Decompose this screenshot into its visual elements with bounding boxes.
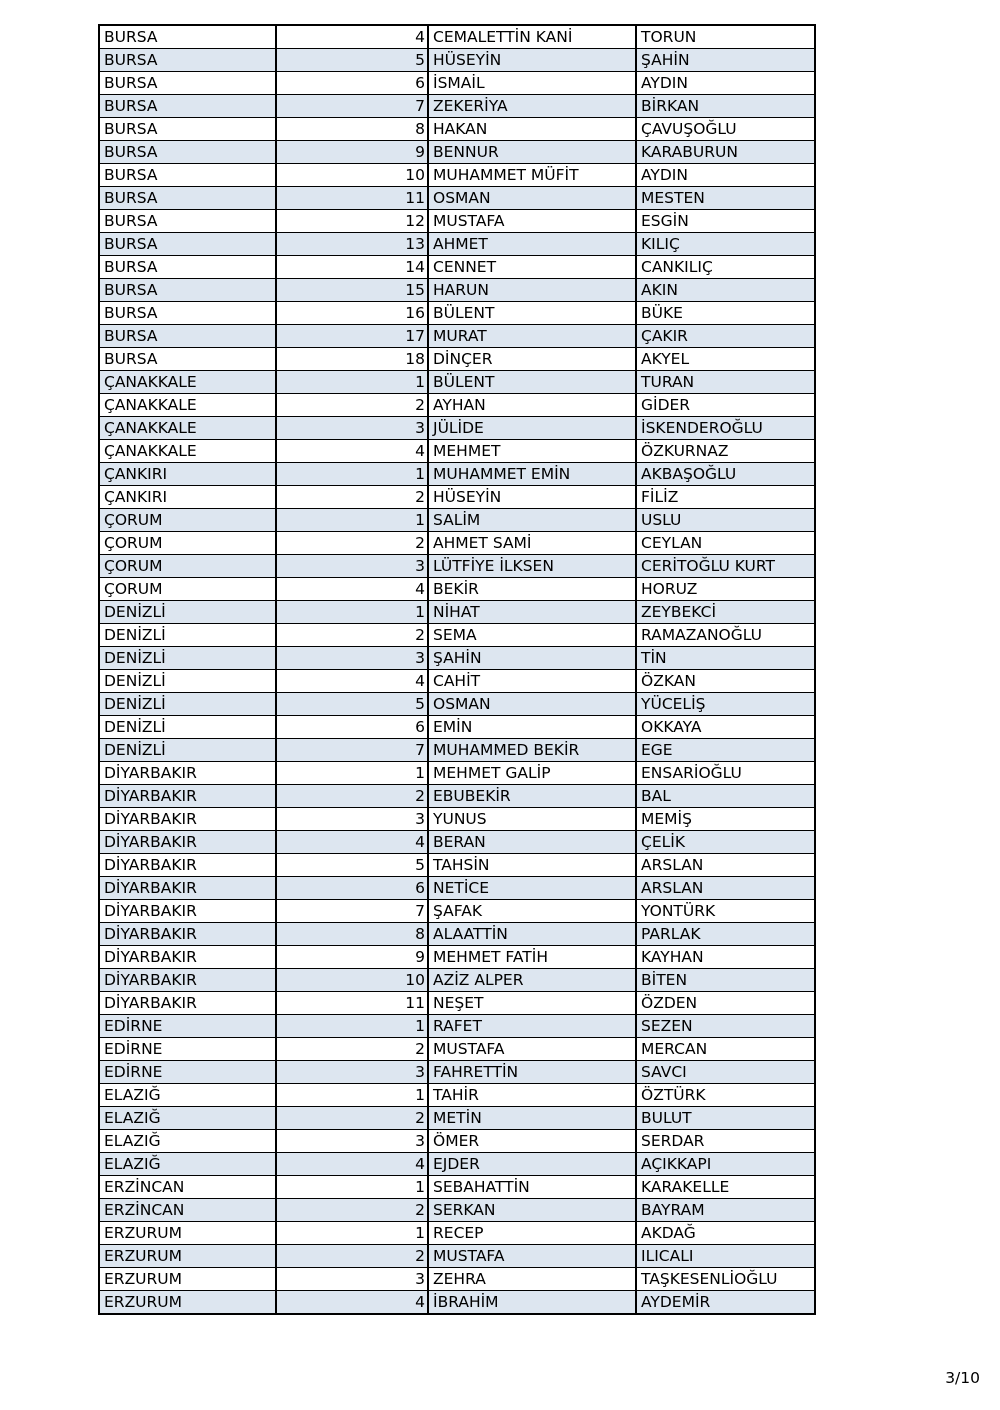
rank-cell: 5 (276, 693, 428, 716)
last-name-cell: MEMİŞ (636, 808, 815, 831)
province-cell: DİYARBAKIR (99, 808, 276, 831)
province-cell: DENİZLİ (99, 716, 276, 739)
first-name-cell: MEHMET (428, 440, 636, 463)
province-cell: DİYARBAKIR (99, 946, 276, 969)
rank-cell: 18 (276, 348, 428, 371)
table-row (99, 1084, 815, 1107)
rank-cell: 4 (276, 831, 428, 854)
rank-cell: 3 (276, 1268, 428, 1291)
table-row (99, 1130, 815, 1153)
rank-cell: 9 (276, 946, 428, 969)
province-cell: EDİRNE (99, 1015, 276, 1038)
rank-cell: 7 (276, 95, 428, 118)
rank-cell: 1 (276, 601, 428, 624)
last-name-cell: ÖZTÜRK (636, 1084, 815, 1107)
province-cell: ELAZIĞ (99, 1084, 276, 1107)
province-cell: DİYARBAKIR (99, 785, 276, 808)
rank-cell: 10 (276, 164, 428, 187)
rank-cell: 4 (276, 578, 428, 601)
last-name-cell: ÖZDEN (636, 992, 815, 1015)
province-cell: ÇANAKKALE (99, 371, 276, 394)
first-name-cell: BENNUR (428, 141, 636, 164)
first-name-cell: MURAT (428, 325, 636, 348)
first-name-cell: SERKAN (428, 1199, 636, 1222)
province-cell: BURSA (99, 233, 276, 256)
last-name-cell: İSKENDEROĞLU (636, 417, 815, 440)
first-name-cell: AYHAN (428, 394, 636, 417)
last-name-cell: ARSLAN (636, 854, 815, 877)
province-cell: EDİRNE (99, 1061, 276, 1084)
first-name-cell: JÜLİDE (428, 417, 636, 440)
table-row (99, 348, 815, 371)
province-cell: ÇORUM (99, 555, 276, 578)
table-row (99, 1268, 815, 1291)
table-row (99, 555, 815, 578)
last-name-cell: GİDER (636, 394, 815, 417)
first-name-cell: OSMAN (428, 693, 636, 716)
province-cell: BURSA (99, 348, 276, 371)
table-row (99, 394, 815, 417)
table-row (99, 325, 815, 348)
table-row (99, 463, 815, 486)
last-name-cell: MERCAN (636, 1038, 815, 1061)
table-row (99, 1222, 815, 1245)
table-row (99, 256, 815, 279)
last-name-cell: ESGİN (636, 210, 815, 233)
table-row (99, 1015, 815, 1038)
rank-cell: 9 (276, 141, 428, 164)
first-name-cell: ALAATTİN (428, 923, 636, 946)
last-name-cell: ÖZKURNAZ (636, 440, 815, 463)
first-name-cell: DİNÇER (428, 348, 636, 371)
table-row (99, 969, 815, 992)
last-name-cell: BAYRAM (636, 1199, 815, 1222)
province-cell: BURSA (99, 49, 276, 72)
rank-cell: 7 (276, 900, 428, 923)
first-name-cell: TAHSİN (428, 854, 636, 877)
province-cell: ÇANAKKALE (99, 440, 276, 463)
page-number: 3/10 (945, 1369, 980, 1387)
province-cell: BURSA (99, 141, 276, 164)
first-name-cell: NEŞET (428, 992, 636, 1015)
rank-cell: 1 (276, 463, 428, 486)
last-name-cell: CEYLAN (636, 532, 815, 555)
first-name-cell: NETİCE (428, 877, 636, 900)
first-name-cell: BEKİR (428, 578, 636, 601)
first-name-cell: İSMAİL (428, 72, 636, 95)
rank-cell: 3 (276, 1130, 428, 1153)
province-cell: BURSA (99, 325, 276, 348)
first-name-cell: OSMAN (428, 187, 636, 210)
province-cell: ÇORUM (99, 578, 276, 601)
rank-cell: 2 (276, 532, 428, 555)
first-name-cell: MUHAMMET MÜFİT (428, 164, 636, 187)
first-name-cell: SEMA (428, 624, 636, 647)
table-row (99, 164, 815, 187)
table-row (99, 1153, 815, 1176)
first-name-cell: CENNET (428, 256, 636, 279)
last-name-cell: ÇELİK (636, 831, 815, 854)
first-name-cell: EBUBEKİR (428, 785, 636, 808)
first-name-cell: ÖMER (428, 1130, 636, 1153)
province-cell: ERZİNCAN (99, 1199, 276, 1222)
rank-cell: 1 (276, 1176, 428, 1199)
province-cell: BURSA (99, 25, 276, 49)
rank-cell: 3 (276, 1061, 428, 1084)
table-row (99, 647, 815, 670)
last-name-cell: AÇIKKAPI (636, 1153, 815, 1176)
first-name-cell: SEBAHATTİN (428, 1176, 636, 1199)
last-name-cell: FİLİZ (636, 486, 815, 509)
province-cell: BURSA (99, 164, 276, 187)
candidate-table (98, 24, 816, 1315)
last-name-cell: TURAN (636, 371, 815, 394)
last-name-cell: BULUT (636, 1107, 815, 1130)
province-cell: ELAZIĞ (99, 1107, 276, 1130)
first-name-cell: HAKAN (428, 118, 636, 141)
rank-cell: 13 (276, 233, 428, 256)
rank-cell: 1 (276, 1015, 428, 1038)
first-name-cell: İBRAHİM (428, 1291, 636, 1315)
first-name-cell: BÜLENT (428, 302, 636, 325)
first-name-cell: MUSTAFA (428, 1245, 636, 1268)
last-name-cell: AKBAŞOĞLU (636, 463, 815, 486)
province-cell: ELAZIĞ (99, 1153, 276, 1176)
province-cell: DİYARBAKIR (99, 923, 276, 946)
first-name-cell: MEHMET GALİP (428, 762, 636, 785)
rank-cell: 8 (276, 118, 428, 141)
province-cell: BURSA (99, 256, 276, 279)
last-name-cell: BİRKAN (636, 95, 815, 118)
table-row (99, 302, 815, 325)
first-name-cell: HÜSEYİN (428, 486, 636, 509)
last-name-cell: YÜCELİŞ (636, 693, 815, 716)
table-row (99, 946, 815, 969)
first-name-cell: RECEP (428, 1222, 636, 1245)
rank-cell: 14 (276, 256, 428, 279)
province-cell: BURSA (99, 210, 276, 233)
last-name-cell: PARLAK (636, 923, 815, 946)
province-cell: BURSA (99, 279, 276, 302)
first-name-cell: AZİZ ALPER (428, 969, 636, 992)
province-cell: ERZURUM (99, 1291, 276, 1315)
first-name-cell: BÜLENT (428, 371, 636, 394)
last-name-cell: KAYHAN (636, 946, 815, 969)
rank-cell: 1 (276, 509, 428, 532)
rank-cell: 12 (276, 210, 428, 233)
table-row (99, 900, 815, 923)
table-row (99, 854, 815, 877)
rank-cell: 2 (276, 1199, 428, 1222)
rank-cell: 3 (276, 647, 428, 670)
rank-cell: 4 (276, 1291, 428, 1315)
table-row (99, 992, 815, 1015)
last-name-cell: AKYEL (636, 348, 815, 371)
table-row (99, 578, 815, 601)
table-row (99, 1061, 815, 1084)
table-row (99, 923, 815, 946)
province-cell: ERZURUM (99, 1222, 276, 1245)
last-name-cell: OKKAYA (636, 716, 815, 739)
table-row (99, 1291, 815, 1315)
province-cell: BURSA (99, 95, 276, 118)
table-row (99, 49, 815, 72)
last-name-cell: KARABURUN (636, 141, 815, 164)
rank-cell: 2 (276, 1038, 428, 1061)
rank-cell: 4 (276, 670, 428, 693)
province-cell: DENİZLİ (99, 601, 276, 624)
rank-cell: 3 (276, 417, 428, 440)
table-row (99, 210, 815, 233)
first-name-cell: RAFET (428, 1015, 636, 1038)
last-name-cell: HORUZ (636, 578, 815, 601)
table-row (99, 417, 815, 440)
province-cell: DENİZLİ (99, 693, 276, 716)
province-cell: BURSA (99, 302, 276, 325)
rank-cell: 8 (276, 923, 428, 946)
rank-cell: 3 (276, 808, 428, 831)
table-row (99, 72, 815, 95)
last-name-cell: KILIÇ (636, 233, 815, 256)
province-cell: DENİZLİ (99, 739, 276, 762)
rank-cell: 5 (276, 49, 428, 72)
first-name-cell: ZEKERİYA (428, 95, 636, 118)
rank-cell: 10 (276, 969, 428, 992)
first-name-cell: EMİN (428, 716, 636, 739)
province-cell: BURSA (99, 187, 276, 210)
table-row (99, 1176, 815, 1199)
first-name-cell: CAHİT (428, 670, 636, 693)
table-row (99, 532, 815, 555)
rank-cell: 1 (276, 1222, 428, 1245)
rank-cell: 16 (276, 302, 428, 325)
table-row (99, 95, 815, 118)
table-row (99, 808, 815, 831)
table-row (99, 785, 815, 808)
first-name-cell: CEMALETTİN KANİ (428, 25, 636, 49)
last-name-cell: ZEYBEKCİ (636, 601, 815, 624)
province-cell: EDİRNE (99, 1038, 276, 1061)
first-name-cell: ŞAHİN (428, 647, 636, 670)
table-row (99, 187, 815, 210)
rank-cell: 3 (276, 555, 428, 578)
first-name-cell: EJDER (428, 1153, 636, 1176)
first-name-cell: YUNUS (428, 808, 636, 831)
first-name-cell: AHMET SAMİ (428, 532, 636, 555)
first-name-cell: HÜSEYİN (428, 49, 636, 72)
province-cell: DENİZLİ (99, 670, 276, 693)
last-name-cell: TİN (636, 647, 815, 670)
province-cell: ERZURUM (99, 1268, 276, 1291)
province-cell: ÇANAKKALE (99, 394, 276, 417)
rank-cell: 2 (276, 394, 428, 417)
last-name-cell: AKDAĞ (636, 1222, 815, 1245)
table-row (99, 1038, 815, 1061)
rank-cell: 11 (276, 187, 428, 210)
last-name-cell: BÜKE (636, 302, 815, 325)
last-name-cell: SAVCI (636, 1061, 815, 1084)
last-name-cell: MESTEN (636, 187, 815, 210)
last-name-cell: USLU (636, 509, 815, 532)
first-name-cell: NİHAT (428, 601, 636, 624)
province-cell: DİYARBAKIR (99, 831, 276, 854)
table-row (99, 693, 815, 716)
first-name-cell: AHMET (428, 233, 636, 256)
rank-cell: 2 (276, 785, 428, 808)
first-name-cell: TAHİR (428, 1084, 636, 1107)
first-name-cell: LÜTFİYE İLKSEN (428, 555, 636, 578)
province-cell: DENİZLİ (99, 624, 276, 647)
province-cell: ÇORUM (99, 509, 276, 532)
province-cell: ERZİNCAN (99, 1176, 276, 1199)
table-row (99, 739, 815, 762)
rank-cell: 6 (276, 72, 428, 95)
table-row (99, 601, 815, 624)
rank-cell: 11 (276, 992, 428, 1015)
rank-cell: 7 (276, 739, 428, 762)
table-row (99, 279, 815, 302)
last-name-cell: SEZEN (636, 1015, 815, 1038)
rank-cell: 1 (276, 1084, 428, 1107)
rank-cell: 2 (276, 1107, 428, 1130)
last-name-cell: AYDIN (636, 164, 815, 187)
province-cell: DİYARBAKIR (99, 854, 276, 877)
first-name-cell: SALİM (428, 509, 636, 532)
rank-cell: 2 (276, 624, 428, 647)
province-cell: DİYARBAKIR (99, 900, 276, 923)
table-row (99, 118, 815, 141)
rank-cell: 15 (276, 279, 428, 302)
last-name-cell: CANKILIÇ (636, 256, 815, 279)
table-row (99, 486, 815, 509)
first-name-cell: FAHRETTİN (428, 1061, 636, 1084)
first-name-cell: HARUN (428, 279, 636, 302)
first-name-cell: ZEHRA (428, 1268, 636, 1291)
rank-cell: 1 (276, 762, 428, 785)
province-cell: ELAZIĞ (99, 1130, 276, 1153)
table-row (99, 509, 815, 532)
last-name-cell: ÇAKIR (636, 325, 815, 348)
first-name-cell: MEHMET FATİH (428, 946, 636, 969)
first-name-cell: BERAN (428, 831, 636, 854)
rank-cell: 2 (276, 486, 428, 509)
table-row (99, 1199, 815, 1222)
last-name-cell: ILICALI (636, 1245, 815, 1268)
table-row (99, 877, 815, 900)
first-name-cell: METİN (428, 1107, 636, 1130)
table-row (99, 831, 815, 854)
rank-cell: 4 (276, 440, 428, 463)
last-name-cell: RAMAZANOĞLU (636, 624, 815, 647)
last-name-cell: CERİTOĞLU KURT (636, 555, 815, 578)
table-row (99, 670, 815, 693)
province-cell: DİYARBAKIR (99, 969, 276, 992)
first-name-cell: MUHAMMED BEKİR (428, 739, 636, 762)
last-name-cell: SERDAR (636, 1130, 815, 1153)
table-row (99, 25, 815, 49)
last-name-cell: AYDIN (636, 72, 815, 95)
table-row (99, 233, 815, 256)
last-name-cell: TAŞKESENLİOĞLU (636, 1268, 815, 1291)
table-row (99, 141, 815, 164)
rank-cell: 4 (276, 1153, 428, 1176)
last-name-cell: ENSARİOĞLU (636, 762, 815, 785)
last-name-cell: AYDEMİR (636, 1291, 815, 1315)
rank-cell: 17 (276, 325, 428, 348)
province-cell: ÇANKIRI (99, 463, 276, 486)
province-cell: ÇANAKKALE (99, 417, 276, 440)
province-cell: ERZURUM (99, 1245, 276, 1268)
last-name-cell: YONTÜRK (636, 900, 815, 923)
last-name-cell: EGE (636, 739, 815, 762)
first-name-cell: MUHAMMET EMİN (428, 463, 636, 486)
last-name-cell: TORUN (636, 25, 815, 49)
rank-cell: 2 (276, 1245, 428, 1268)
province-cell: BURSA (99, 72, 276, 95)
rank-cell: 6 (276, 877, 428, 900)
last-name-cell: ŞAHİN (636, 49, 815, 72)
first-name-cell: MUSTAFA (428, 210, 636, 233)
first-name-cell: MUSTAFA (428, 1038, 636, 1061)
last-name-cell: ÇAVUŞOĞLU (636, 118, 815, 141)
province-cell: DİYARBAKIR (99, 762, 276, 785)
province-cell: ÇANKIRI (99, 486, 276, 509)
last-name-cell: ÖZKAN (636, 670, 815, 693)
table-row (99, 1107, 815, 1130)
first-name-cell: ŞAFAK (428, 900, 636, 923)
rank-cell: 1 (276, 371, 428, 394)
table-row (99, 1245, 815, 1268)
last-name-cell: BİTEN (636, 969, 815, 992)
table-row (99, 371, 815, 394)
table-row (99, 624, 815, 647)
table-row (99, 762, 815, 785)
last-name-cell: AKIN (636, 279, 815, 302)
table-body (99, 25, 815, 1314)
province-cell: DİYARBAKIR (99, 877, 276, 900)
province-cell: DENİZLİ (99, 647, 276, 670)
last-name-cell: KARAKELLE (636, 1176, 815, 1199)
last-name-cell: BAL (636, 785, 815, 808)
rank-cell: 6 (276, 716, 428, 739)
table-row (99, 716, 815, 739)
province-cell: ÇORUM (99, 532, 276, 555)
province-cell: DİYARBAKIR (99, 992, 276, 1015)
rank-cell: 5 (276, 854, 428, 877)
rank-cell: 4 (276, 25, 428, 49)
last-name-cell: ARSLAN (636, 877, 815, 900)
table-row (99, 440, 815, 463)
province-cell: BURSA (99, 118, 276, 141)
